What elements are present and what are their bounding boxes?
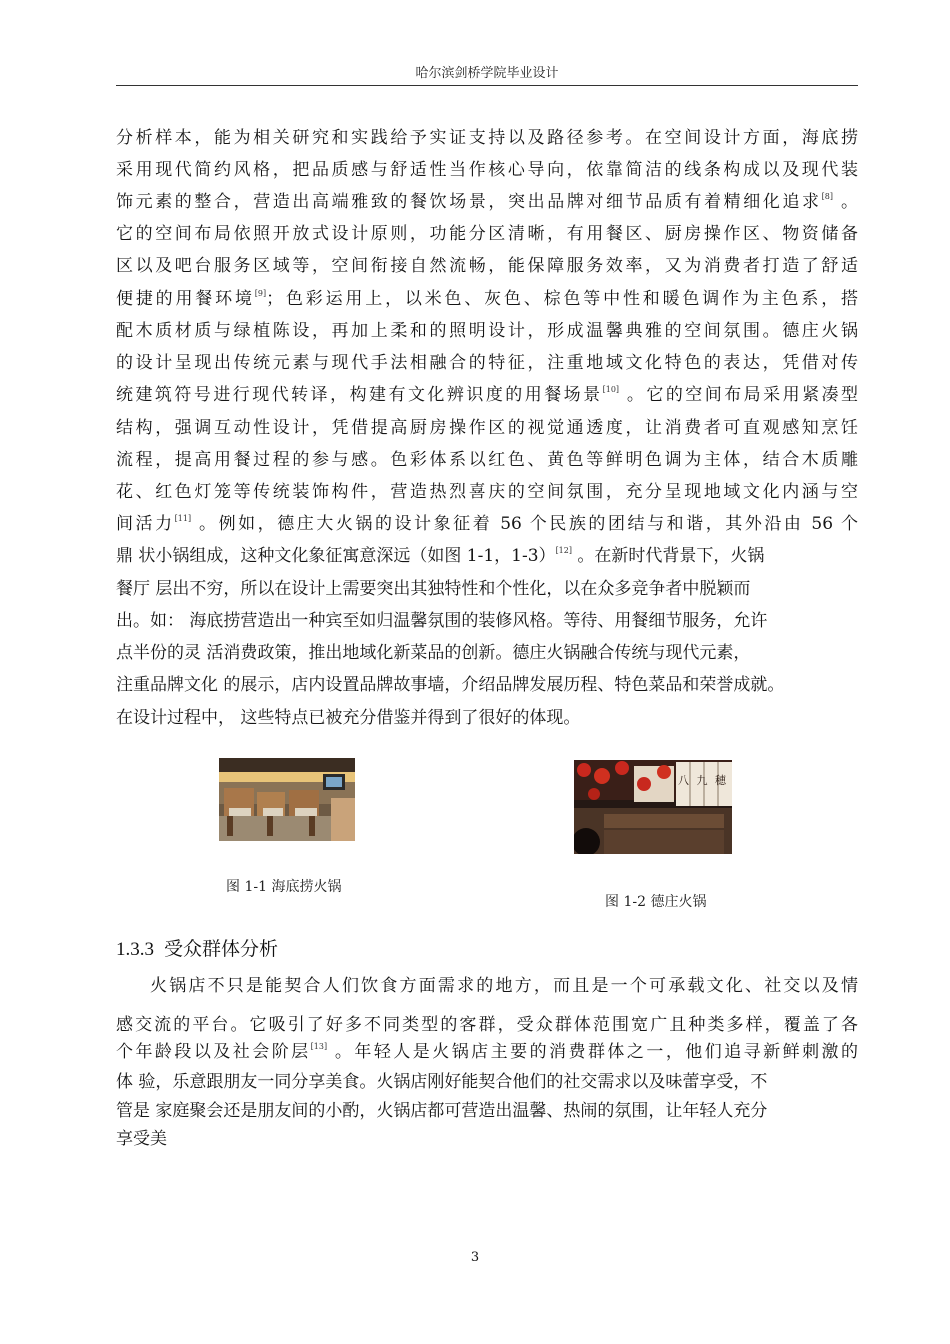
body-line: 饰元素的整合，营造出高端雅致的餐饮场景，突出品牌对细节品质有着精细化追求[8] 。 [116, 192, 859, 212]
section-heading [116, 934, 278, 961]
figure-caption: 图 1-1 海底捞火锅 [226, 879, 342, 895]
citation[interactable]: [12] [555, 546, 572, 555]
body-line: 统建筑符号进行现代转译，构建有文化辨识度的用餐场景[10] 。它的空间布局采用紧凑型 [116, 385, 859, 405]
body-line: 流程，提高用餐过程的参与感。色彩体系以红色、黄色等鲜明色调为主体，结合木质雕 [116, 450, 858, 470]
body-line: 便捷的用餐环境[9]；色彩运用上，以米色、灰色、棕色等中性和暖色调作为主色系，搭 [116, 289, 859, 309]
body-line: 分析样本，能为相关研究和实践给予实证支持以及路径参考。在空间设计方面，海底捞 [116, 128, 858, 148]
body-line: 间活力[11] 。例如，德庄大火锅的设计象征着 56 个民族的团结与和谐，其外沿由 56 个 [116, 514, 858, 534]
body-line: 注重品牌文化 的展示，店内设置品牌故事墙，介绍品牌发展历程、特色菜品和荣誉成就。 [116, 675, 785, 695]
citation[interactable]: [9] [254, 289, 267, 298]
header-rule [116, 85, 858, 86]
body-line: 区以及吧台服务区域等，空间衔接自然流畅，能保障服务效率，又为消费者打造了舒适 [116, 256, 858, 276]
body-line: 感交流的平台。它吸引了好多不同类型的客群，受众群体范围宽广且种类多样，覆盖了各 [116, 1015, 858, 1035]
body-line: 花、红色灯笼等传统装饰构件，营造热烈喜庆的空间氛围，充分呈现地域文化内涵与空 [116, 482, 858, 502]
body-line: 在设计过程中， 这些特点已被充分借鉴并得到了很好的体现。 [116, 708, 581, 728]
body-line: 个年龄段以及社会阶层[13] 。年轻人是火锅店主要的消费群体之一，他们追寻新鲜刺激的 [116, 1042, 858, 1062]
section-number: 1.3.3 [116, 939, 154, 960]
citation[interactable]: [11] [174, 514, 192, 523]
citation[interactable]: [8] [821, 192, 833, 201]
body-line: 管是 家庭聚会还是朋友间的小酌，火锅店都可营造出温馨、热闹的氛围，让年轻人充分 [116, 1101, 768, 1121]
citation[interactable]: [10] [602, 385, 620, 394]
body-line: 餐厅 层出不穷，所以在设计上需要突出其独特性和个性化，以在众多竞争者中脱颖而 [116, 579, 751, 599]
signboard-text: 八 九 穂 [678, 774, 728, 787]
body-line: 结构，强调互动性设计，凭借提高厨房操作区的视觉通透度，让消费者可直观感知烹饪 [116, 418, 858, 438]
body-line: 采用现代简约风格，把品质感与舒适性当作核心导向，依靠简洁的线条构成以及现代装 [116, 160, 858, 180]
figure-haidilao-photo [219, 758, 355, 841]
section-title: 受众群体分析 [164, 938, 279, 960]
body-line: 火锅店不只是能契合人们饮食方面需求的地方，而且是一个可承载文化、社交以及情 [150, 976, 858, 996]
body-line: 鼎 状小锅组成，这种文化象征寓意深远（如图 1-1，1-3）[12] 。在新时代背景下，火锅 [116, 546, 765, 566]
body-line: 体 验，乐意跟朋友一同分享美食。火锅店刚好能契合他们的社交需求以及味蕾享受，不 [116, 1072, 768, 1092]
figure-caption: 图 1-2 德庄火锅 [605, 894, 707, 910]
body-line: 点半份的灵 活消费政策，推出地域化新菜品的创新。德庄火锅融合传统与现代元素， [116, 643, 751, 663]
figure-dezhuang-photo [574, 760, 732, 854]
body-line: 享受美 [116, 1129, 167, 1149]
page-header-title: 哈尔滨剑桥学院毕业设计 [415, 66, 559, 81]
body-line: 出。如： 海底捞营造出一种宾至如归温馨氛围的装修风格。等待、用餐细节服务，允许 [116, 611, 768, 631]
body-line: 配木质材质与绿植陈设，再加上柔和的照明设计，形成温馨典雅的空间氛围。德庄火锅 [116, 321, 858, 341]
body-line: 它的空间布局依照开放式设计原则，功能分区清晰，有用餐区、厨房操作区、物资储备 [116, 224, 858, 244]
page-number: 3 [470, 1250, 480, 1265]
citation[interactable]: [13] [310, 1042, 328, 1051]
body-line: 的设计呈现出传统元素与现代手法相融合的特征，注重地域文化特色的表达，凭借对传 [116, 353, 858, 373]
